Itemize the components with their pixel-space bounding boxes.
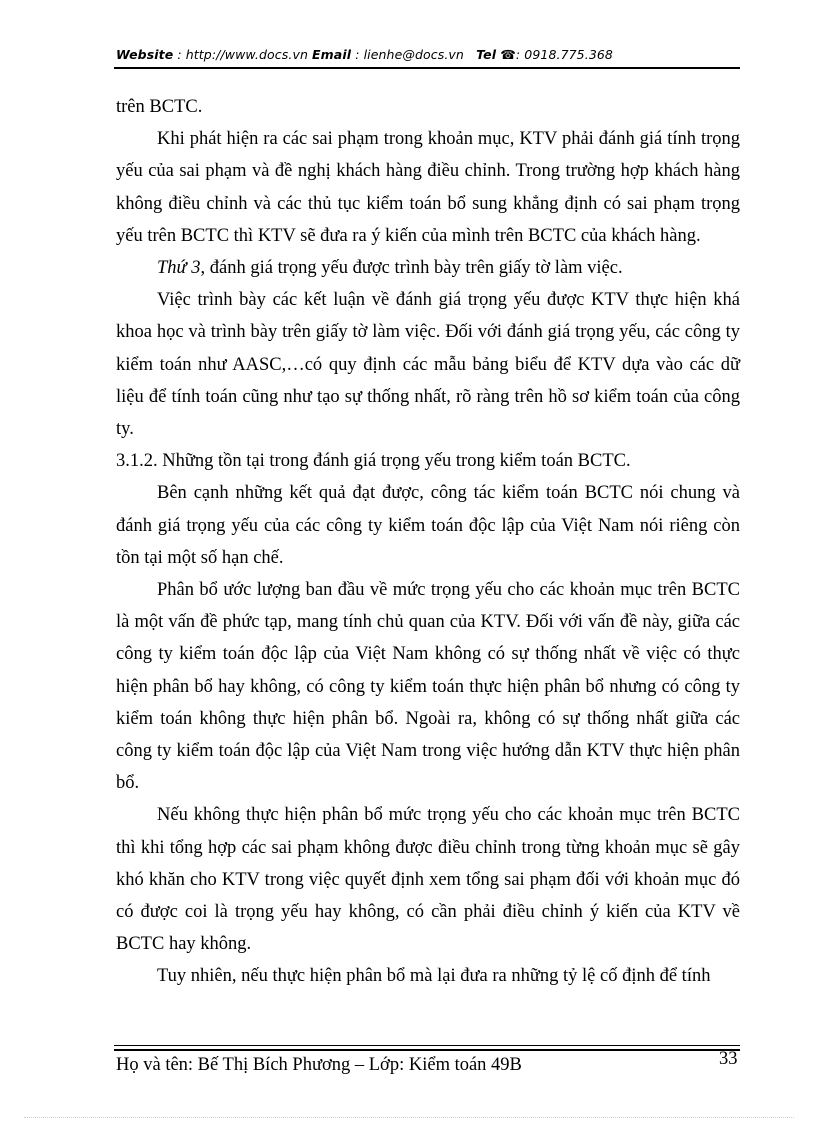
paragraph-3-italic: Thứ 3 [157,258,201,279]
website-separator: : [173,47,186,62]
paragraph-2: Khi phát hiện ra các sai phạm trong khoản mục, KTV phải đánh giá tính trọng yếu của sai phạm và đề nghị khách hàng điều chỉnh. Trong trường hợp khách hàng không điều chỉnh và các thủ tục kiểm toán bổ sung khẳng định có sai phạm trọng yếu trên BCTC thì KTV sẽ đưa ra ý kiến của mình trên BCTC của khách hàng. [116,129,740,246]
paragraph-1: trên BCTC. [116,97,203,117]
website-link[interactable]: http://www.docs.vn [185,47,308,62]
tel-separator: : [515,47,525,62]
header-divider [114,67,740,69]
footer-author: Họ và tên: Bế Thị Bích Phương – Lớp: Kiểm toán 49B [116,1055,522,1075]
tel-value: 0918.775.368 [524,47,613,62]
paragraph-4: Việc trình bày các kết luận về đánh giá trọng yếu được KTV thực hiện khá khoa học và trình bày trên giấy tờ làm việc. Đối với đánh giá trọng yếu, các công ty kiểm toán như AASC,…có quy định các mẫu bảng biểu để KTV dựa vào các dữ liệu để tính toán cũng như tạo sự thống nhất, rõ ràng trên hồ sơ kiểm toán của công ty. [116,290,740,440]
paragraph-7: Phân bổ ước lượng ban đầu về mức trọng yếu cho các khoản mục trên BCTC là một vấn đề phức tạp, mang tính chủ quan của KTV. Đối với vấn đề này, giữa các công ty kiểm toán độc lập của Việt Nam không có sự thống nhất về việc có thực hiện phân bổ hay không, có công ty kiểm toán thực hiện phân bổ nhưng có công ty kiểm toán không thực hiện phân bổ. Ngoài ra, không có sự thống nhất giữa các công ty kiểm toán độc lập của Việt Nam trong việc hướng dẫn KTV thực hiện phân bổ. [116,580,740,794]
paragraph-3-text: , đánh giá trọng yếu được trình bày trên giấy tờ làm việc. [200,258,623,279]
paragraph-8: Nếu không thực hiện phân bổ mức trọng yếu cho các khoản mục trên BCTC thì khi tổng hợp các sai phạm không được điều chỉnh trong từng khoản mục sẽ gây khó khăn cho KTV trong việc quyết định xem tổng sai phạm đối với khoản mục đó có được coi là trọng yếu hay không, có cần phải điều chỉnh ý kiến của KTV về BCTC hay không. [116,805,740,955]
page-number: 33 [719,1049,738,1069]
phone-icon: ☎ [500,47,516,62]
page-bottom-border [24,1117,794,1118]
document-body [116,91,740,993]
footer-divider-thin [114,1045,740,1046]
paragraph-3 [116,252,740,284]
paragraph-9: Tuy nhiên, nếu thực hiện phân bổ mà lại đưa ra những tỷ lệ cố định để tính [157,966,711,987]
email-link[interactable]: lienhe@docs.vn [363,47,464,62]
email-separator: : [351,47,364,62]
section-heading: 3.1.2. Những tồn tại trong đánh giá trọng yếu trong kiểm toán BCTC. [116,451,631,472]
footer-divider-thick [114,1049,740,1051]
website-label: Website [116,47,174,62]
page-header [116,47,740,62]
email-label: Email [312,47,352,62]
tel-label: Tel [476,47,497,62]
paragraph-6: Bên cạnh những kết quả đạt được, công tác kiểm toán BCTC nói chung và đánh giá trọng yếu của các công ty kiểm toán độc lập của Việt Nam nói riêng còn tồn tại một số hạn chế. [116,483,740,568]
